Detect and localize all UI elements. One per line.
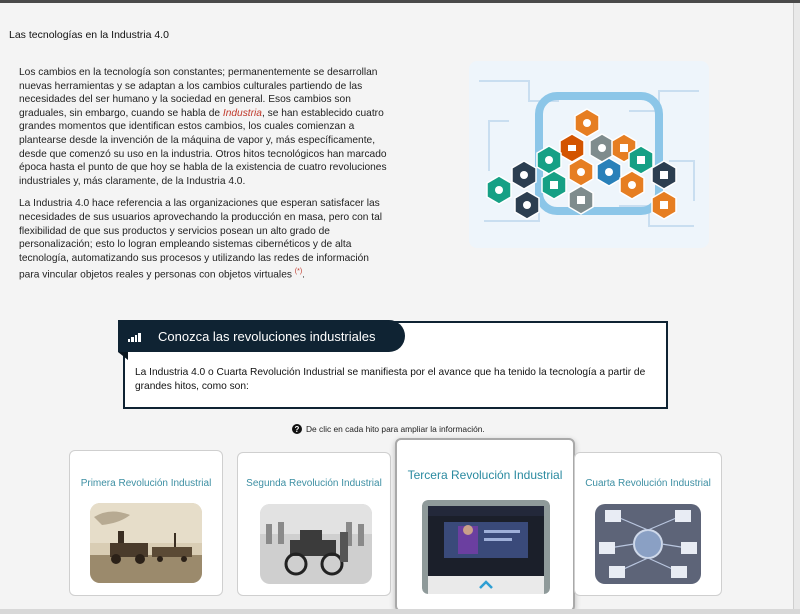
intro-text [19, 66, 389, 291]
content-page [0, 3, 794, 609]
window-bottom-border [0, 609, 800, 614]
early-automobile-image [260, 504, 372, 584]
hint-text: De clic en cada hito para ampliar la información. [306, 424, 485, 434]
footnote-link[interactable]: (*) [294, 268, 303, 276]
intro-p1-start: Los cambios en la tecnología son constantes; permanentemente se desarrollan nuevas herramientas y se adaptan a los cambios culturales partiendo de las necesidades del ser humano y la sociedad en general. Esos cambios son graduales, sin embargo, cuando se habla de [19, 67, 378, 119]
section-description: La Industria 4.0 o Cuarta Revolución Industrial se manifiesta por el avance que ha tenido la tecnología a partir de grandes hitos, como son: [135, 367, 646, 392]
industria-term: Industria [222, 107, 262, 119]
card-label: Primera Revolución Industrial [80, 478, 212, 489]
computer-monitor-image [422, 500, 550, 594]
network-people-image [595, 504, 701, 584]
card-primera-revolucion[interactable] [69, 450, 223, 596]
intro-p2-text: La Industria 4.0 hace referencia a las organizaciones que esperan satisfacer las necesidades de sus usuarios aprovechando la producción en masa, pero con tal flexibilidad de que sus productos y servicios posean un alto grado de personalización; esto lo logran empleando sistemas cibernéticos y de alta tecnología, automatizando sus procesos y utilizando las redes de información para vincular objetos reales y personas con objetos virtuales [19, 198, 383, 281]
card-segunda-revolucion[interactable] [237, 452, 391, 596]
section-banner [118, 320, 405, 352]
intro-paragraph-2 [19, 197, 389, 282]
click-hint [292, 424, 485, 434]
signal-bars-icon [118, 320, 150, 352]
intro-paragraph-1 [19, 66, 389, 188]
industry-hero-illustration [469, 61, 709, 248]
card-label: Cuarta Revolución Industrial [585, 478, 711, 489]
card-cuarta-revolucion[interactable] [574, 452, 722, 596]
intro-p1-end: , se han establecido cuatro grandes momentos que identifican estos cambios, los cuales comienzan a plantearse desde la invención de la máquina de vapor y, más específicamente, desde que comenzó su uso en la industria. Otros hitos tecnológicos han marcado época hasta el punto de que hoy se habla de la existencia de cuatro revoluciones industriales y, más claramente, de la Industria 4.0. [19, 107, 387, 187]
question-circle-icon: ? [292, 424, 302, 434]
section-title: Conozca las revoluciones industriales [158, 328, 376, 344]
scrollbar-track[interactable] [794, 3, 800, 614]
card-tercera-revolucion[interactable] [395, 438, 575, 612]
page-title: Las tecnologías en la Industria 4.0 [9, 29, 169, 41]
card-label: Segunda Revolución Industrial [246, 478, 382, 489]
card-label: Tercera Revolución Industrial [407, 468, 563, 482]
intro-p2-end: . [302, 269, 306, 281]
steam-engine-image [90, 503, 202, 583]
